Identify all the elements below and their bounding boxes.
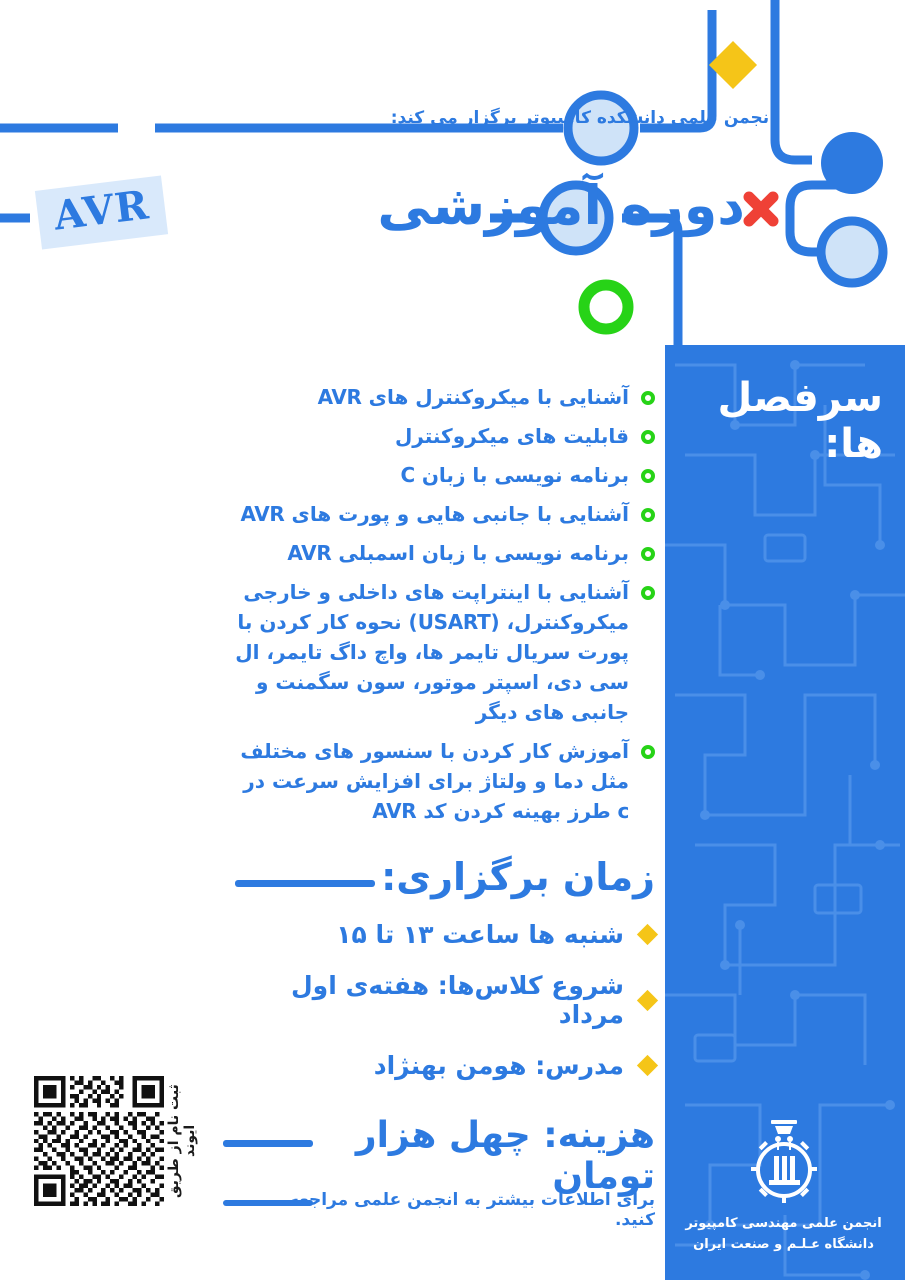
list-item (225, 538, 655, 568)
bullet-circle-icon (641, 508, 655, 522)
list-item (225, 421, 655, 451)
list-item (225, 920, 655, 949)
bullet-circle-icon (641, 430, 655, 444)
syllabus-item-text: برنامه نویسی با زبان C (400, 463, 629, 487)
bullet-circle-icon (641, 547, 655, 561)
schedule-item-text: مدرس: هومن بهنژاد (373, 1051, 624, 1080)
bullet-circle-icon (641, 745, 655, 759)
qr-section (34, 1076, 224, 1246)
bullet-circle-icon (641, 391, 655, 405)
bullet-circle-icon (641, 586, 655, 600)
avr-badge: AVR (35, 175, 169, 249)
bullet-diamond-icon (637, 924, 658, 945)
syllabus-item-text: آشنایی با میکروکنترل های AVR (317, 385, 629, 409)
list-item (225, 460, 655, 490)
rule-schedule (235, 880, 375, 887)
kicker-text: انجمن علمی دانشکده کامپیوتر برگزار می کند: (390, 108, 775, 128)
syllabus-item-text: قابلیت های میکروکنترل (394, 424, 629, 448)
list-item (225, 736, 655, 826)
university-logo-block (676, 1118, 891, 1256)
syllabus-item-text: آشنایی با اینتراپت های داخلی و خارجی میکروکنترل، (USART) نحوه کار کردن با پورت سریال تایمر ها، واچ داگ تایمر، ال سی دی، اسپتر موتور، سون سگمنت و جانبی های دیگر (235, 580, 629, 724)
bullet-circle-icon (641, 469, 655, 483)
qr-code[interactable] (34, 1076, 164, 1206)
bullet-diamond-icon (637, 1055, 658, 1076)
footnote-text: برای اطلاعات بیشتر به انجمن علمی مراجعه کنید. (289, 1190, 655, 1230)
section-title-syllabus: سرفصل ها: (717, 375, 883, 467)
list-item (225, 971, 655, 1029)
schedule-item-text: شروع کلاس‌ها: هفته‌ی اول مرداد (290, 971, 624, 1029)
syllabus-item-text: برنامه نویسی با زبان اسمبلی AVR (287, 541, 629, 565)
page-title: دوره آموزشی (377, 174, 745, 237)
syllabus-item-text: آموزش کار کردن با سنسور های مختلف مثل دما و ولتاژ برای افزایش سرعت در c طرز بهینه کردن کد AVR (240, 739, 629, 823)
qr-caption: ثبت نام از طریق ایوند (166, 1084, 198, 1198)
university-line1: انجمن علمی مهندسی کامپیوتر (685, 1216, 882, 1232)
list-item (225, 577, 655, 727)
list-item (225, 499, 655, 529)
syllabus-item-text: آشنایی با جانبی هایی و پورت های AVR (240, 502, 629, 526)
bullet-diamond-icon (637, 989, 658, 1010)
university-line2: دانشگاه عـلـم و صنعت ایران (693, 1237, 874, 1253)
university-logo-icon (745, 1118, 823, 1204)
list-item (225, 382, 655, 412)
section-title-cost: هزینه: چهل هزار تومان (355, 1115, 655, 1197)
section-title-schedule: زمان برگزاری: (381, 855, 655, 899)
list-item (225, 1051, 655, 1080)
schedule-item-text: شنبه ها ساعت ۱۳ تا ۱۵ (336, 920, 624, 949)
syllabus-list (225, 382, 655, 835)
schedule-list (225, 920, 655, 1102)
rule-cost (223, 1140, 313, 1147)
